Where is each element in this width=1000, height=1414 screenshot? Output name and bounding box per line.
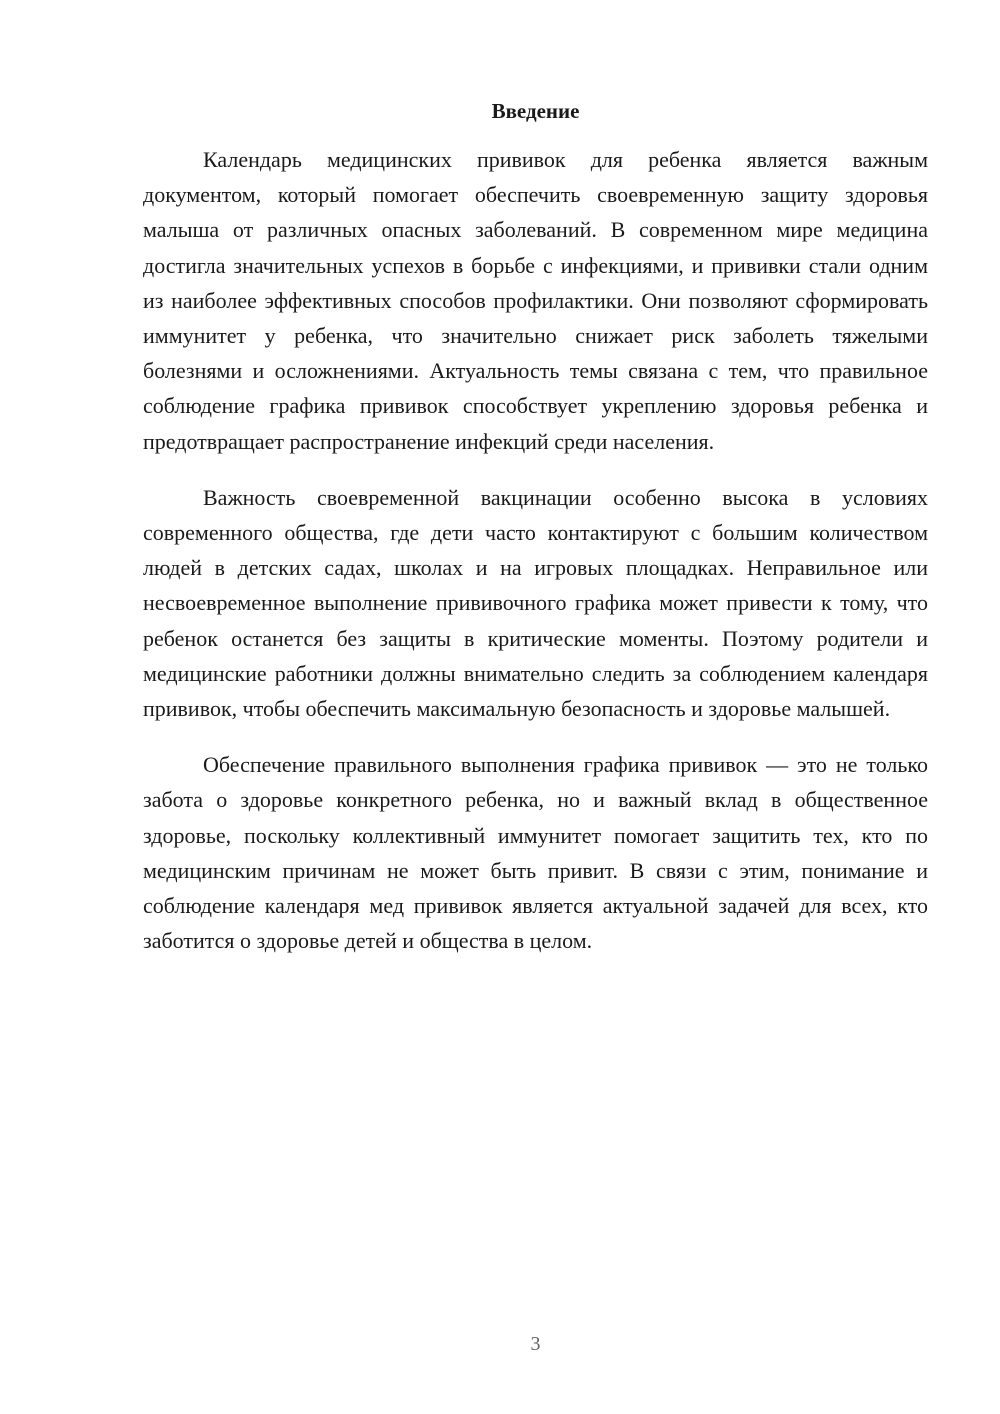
- paragraph-1: Календарь медицинских прививок для ребенка является важным документом, который помогает обеспечить своевременную защиту здоровья малыша от различных опасных заболеваний. В современном мире медицина достигла значительных успехов в борьбе с инфекциями, и прививки стали одним из наиболее эффективных способов профилактики. Они позволяют сформировать иммунитет у ребенка, что значительно снижает риск заболеть тяжелыми болезнями и осложнениями. Актуальность темы связана с тем, что правильное соблюдение графика прививок способствует укреплению здоровья ребенка и предотвращает распространение инфекций среди населения.: [143, 147, 928, 454]
- paragraph-2: Важность своевременной вакцинации особенно высока в условиях современного общества, где дети часто контактируют с большим количеством людей в детских садах, школах и на игровых площадках. Неправильное или несвоевременное выполнение прививочного графика может привести к тому, что ребенок останется без защиты в критические моменты. Поэтому родители и медицинские работники должны внимательно следить за соблюдением календаря прививок, чтобы обеспечить максимальную безопасность и здоровье малышей.: [143, 484, 928, 722]
- page-number: 3: [530, 1333, 541, 1355]
- paragraph-3: Обеспечение правильного выполнения графика прививок — это не только забота о здоровье конкретного ребенка, но и важный вклад в общественное здоровье, поскольку коллективный иммунитет помогает защитить тех, кто по медицинским причинам не может быть привит. В связи с этим, понимание и соблюдение календаря мед прививок является актуальной задачей для всех, кто заботится о здоровье детей и общества в целом.: [143, 752, 928, 954]
- body-text: [143, 142, 928, 979]
- section-heading: Введение: [491, 99, 580, 123]
